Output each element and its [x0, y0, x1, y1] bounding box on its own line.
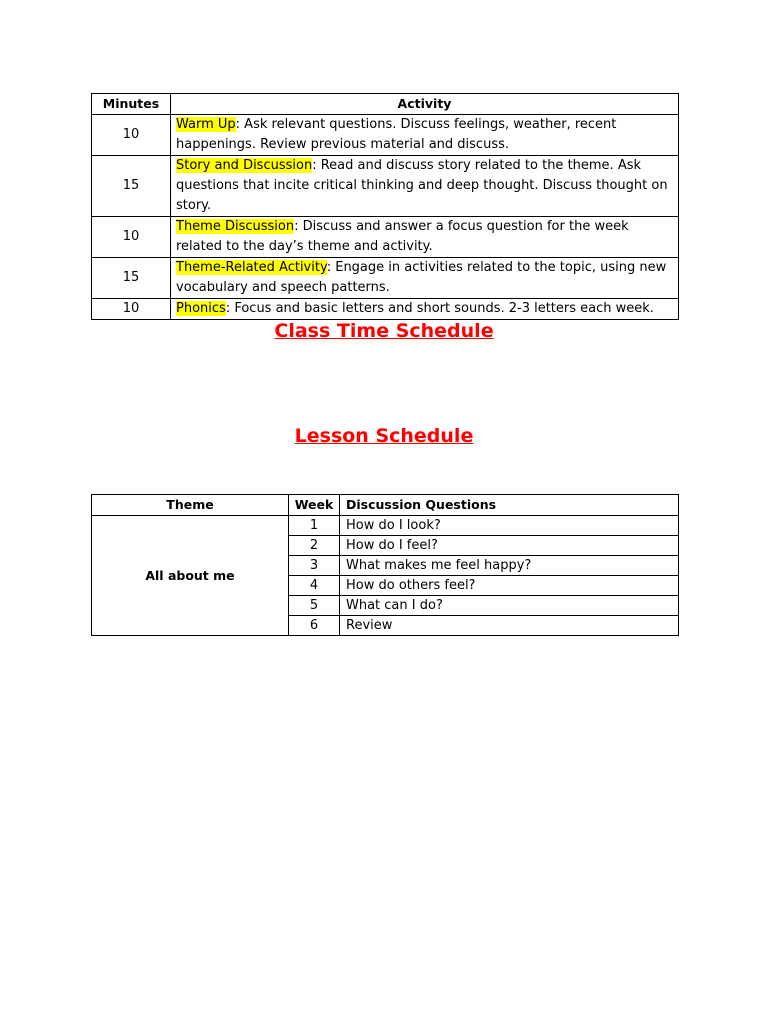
activity-cell	[171, 156, 679, 217]
theme-cell: All about me	[92, 516, 289, 636]
lesson-schedule-title: Lesson Schedule	[294, 425, 474, 447]
class-time-row	[92, 258, 679, 299]
class-time-row	[92, 217, 679, 258]
activity-text: : Discuss and answer a focus question for the week related to the day’s theme and activity.	[176, 219, 629, 254]
activity-text: : Engage in activities related to the topic, using new vocabulary and speech patterns.	[176, 260, 667, 295]
week-cell: 6	[289, 616, 340, 636]
activity-label: Story and Discussion	[176, 158, 313, 173]
question-cell: What can I do?	[340, 596, 679, 616]
activity-text: : Ask relevant questions. Discuss feelings, weather, recent happenings. Review previous material and discuss.	[176, 117, 617, 152]
lesson-row	[92, 516, 679, 536]
activity-label: Phonics	[176, 301, 226, 316]
activity-header: Activity	[171, 94, 679, 115]
minutes-cell: 15	[92, 156, 171, 217]
minutes-header: Minutes	[92, 94, 171, 115]
question-cell: What makes me feel happy?	[340, 556, 679, 576]
activity-cell	[171, 217, 679, 258]
class-time-schedule-title: Class Time Schedule	[274, 320, 494, 342]
week-cell: 3	[289, 556, 340, 576]
class-time-row	[92, 156, 679, 217]
activity-label: Warm Up	[176, 117, 236, 132]
activity-label: Theme Discussion	[176, 219, 295, 234]
question-cell: How do I look?	[340, 516, 679, 536]
question-cell: How do I feel?	[340, 536, 679, 556]
theme-header: Theme	[92, 495, 289, 516]
week-header: Week	[289, 495, 340, 516]
activity-label: Theme-Related Activity	[176, 260, 327, 275]
week-cell: 2	[289, 536, 340, 556]
activity-cell	[171, 299, 679, 320]
discussion-questions-header: Discussion Questions	[340, 495, 679, 516]
question-cell: How do others feel?	[340, 576, 679, 596]
week-cell: 1	[289, 516, 340, 536]
class-time-row	[92, 299, 679, 320]
minutes-cell: 10	[92, 217, 171, 258]
week-cell: 5	[289, 596, 340, 616]
class-time-table	[91, 93, 679, 320]
class-time-row	[92, 115, 679, 156]
question-cell: Review	[340, 616, 679, 636]
class-time-header-row	[92, 94, 679, 115]
activity-text: : Read and discuss story related to the theme. Ask questions that incite critical thinking and deep thought. Discuss thought on story.	[176, 158, 668, 213]
lesson-header-row	[92, 495, 679, 516]
minutes-cell: 10	[92, 299, 171, 320]
week-cell: 4	[289, 576, 340, 596]
minutes-cell: 15	[92, 258, 171, 299]
minutes-cell: 10	[92, 115, 171, 156]
activity-cell	[171, 115, 679, 156]
lesson-schedule-table	[91, 494, 679, 636]
activity-cell	[171, 258, 679, 299]
activity-text: : Focus and basic letters and short sounds. 2-3 letters each week.	[225, 301, 654, 316]
